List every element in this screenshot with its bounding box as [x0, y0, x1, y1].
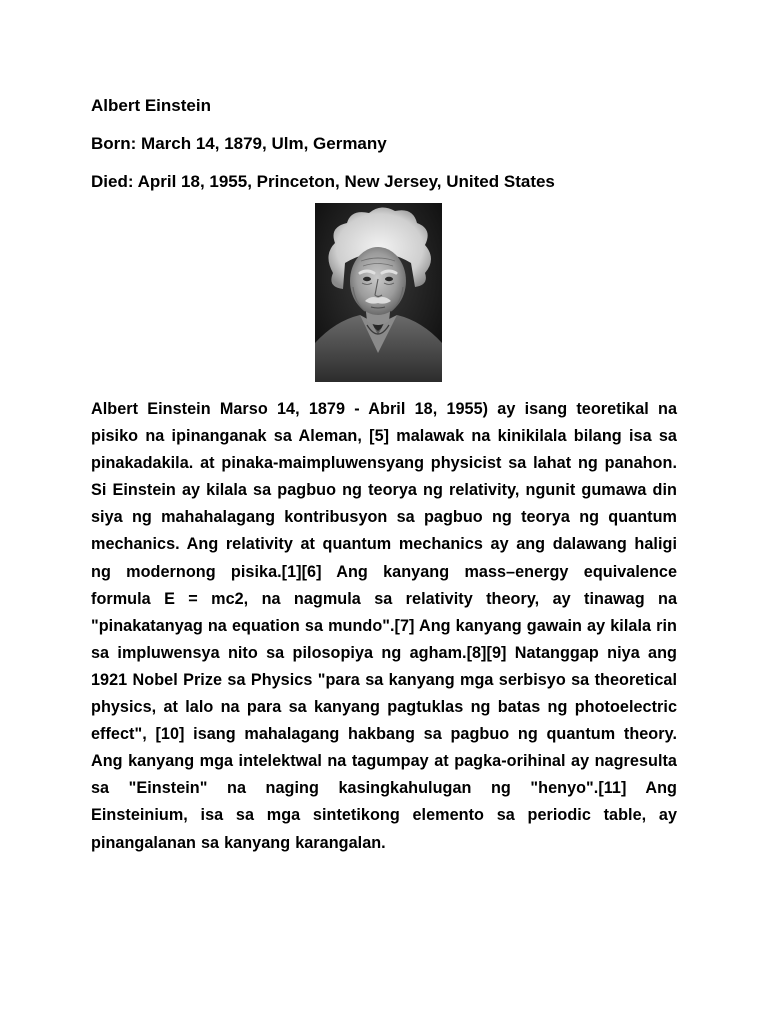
name-heading: Albert Einstein: [91, 96, 211, 115]
died-line: Died: April 18, 1955, Princeton, New Jersey, United States: [91, 172, 555, 191]
born-line: Born: March 14, 1879, Ulm, Germany: [91, 134, 387, 153]
portrait-photo: [315, 203, 442, 382]
body-paragraph: Albert Einstein Marso 14, 1879 - Abril 18, 1955) ay isang teoretikal na pisiko na ipinanganak sa Aleman, [5] malawak na kinikilala bilang isa sa pinakadakila. at pinaka-maimpluwensyang physicist sa lahat ng panahon. Si Einstein ay kilala sa pagbuo ng teorya ng relativity, ngunit gumawa din siya ng mahahalagang kontribusyon sa pagbuo ng teorya ng quantum mechanics. Ang relativity at quantum mechanics ay ang dalawang haligi ng modernong pisika.[1][6] Ang kanyang mass–energy equivalence formula E = mc2, na nagmula sa relativity theory, ay tinawag na "pinakatanyag na equation sa mundo".[7] Ang kanyang gawain ay kilala rin sa impluwensya nito sa pilosopiya ng agham.[8][9] Natanggap niya ang 1921 Nobel Prize sa Physics "para sa kanyang mga serbisyo sa theoretical physics, at lalo na para sa kanyang pagtuklas ng batas ng photoelectric effect", [10] isang mahalagang hakbang sa pagbuo ng quantum theory. Ang kanyang mga intelektwal na tagumpay at pagka-orihinal ay nagresulta sa "Einstein" na naging kasingkahulugan ng "henyo".[11] Ang Einsteinium, isa sa mga sintetikong elemento sa periodic table, ay pinangalanan sa kanyang karangalan.: [91, 400, 677, 852]
